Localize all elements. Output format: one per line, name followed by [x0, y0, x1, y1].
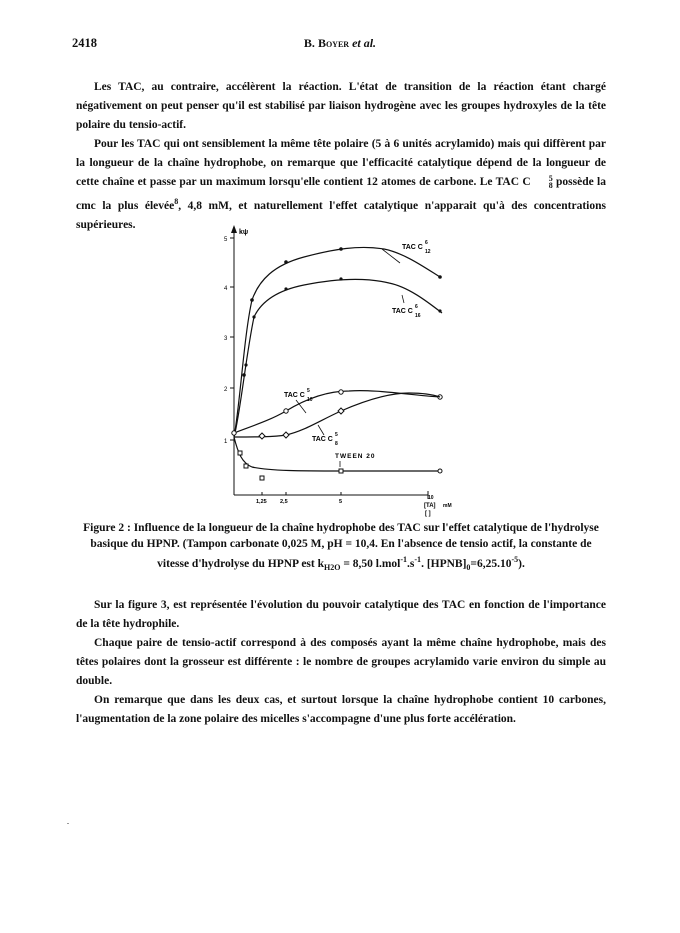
data-point [259, 433, 265, 439]
running-head [0, 36, 680, 51]
body-text-bottom [76, 596, 606, 729]
y-axis-arrow [231, 225, 237, 233]
svg-text:TWEEN 20: TWEEN 20 [335, 453, 376, 460]
caption-line: Figure 2 : Influence de la longueur de la chaîne hydrophobe des TAC sur l'effet catalytique de l'hydrolyse [83, 522, 599, 534]
data-point [244, 464, 248, 468]
svg-text:12: 12 [425, 249, 431, 255]
svg-text:10: 10 [307, 397, 313, 403]
data-point [438, 309, 441, 312]
data-point [283, 432, 289, 438]
data-point [238, 451, 242, 455]
paragraph-text: , 4,8 mM, et naturellement l'effet catalytique n'apparait qu'à des concentrations supérieures. [76, 199, 606, 231]
y-tick-label: 4 [224, 286, 228, 292]
figure-caption [76, 520, 606, 576]
figure-plot [224, 225, 464, 515]
svg-text:TAC C: TAC C [312, 436, 333, 443]
svg-text:5: 5 [335, 432, 338, 438]
data-point [232, 431, 236, 435]
data-point [339, 469, 343, 473]
data-point [284, 260, 288, 264]
paragraph: Les TAC, au contraire, accélèrent la réaction. L'état de transition de la réaction étant chargé négativement on peut penser qu'il est stabilisé par liaison hydrogène avec les groupes hydroxyles de la tête polaire du tensio-actif. [76, 81, 606, 131]
x-axis-label-bracket: [ ] [425, 511, 431, 517]
page-number: 2418 [72, 36, 97, 50]
data-point [252, 315, 255, 318]
data-point [260, 476, 264, 480]
x-axis-unit: mM [443, 503, 452, 509]
curve-tac-c8 [234, 393, 440, 437]
y-tick-label: 5 [224, 237, 228, 243]
data-point [284, 409, 288, 413]
y-tick-label: 3 [224, 336, 228, 342]
curve-tac-c10 [234, 391, 440, 433]
author-etal: et al. [352, 36, 377, 50]
data-point [338, 408, 344, 414]
label-tac-c12 [382, 240, 431, 263]
caption-line: vitesse d'hydrolyse du HPNP est $k_{H2O} = 8,50$ $l.mol^{-1}.s^{-1}$. $[HPNB]_0=6,25.10^{-5}$). [157, 555, 525, 573]
svg-text:TAC C: TAC C [284, 392, 305, 399]
figure-2 [224, 225, 464, 515]
data-point [339, 247, 343, 251]
reference-mark: 8 [174, 197, 179, 206]
author-name: Boyer [317, 36, 350, 50]
label-tween-20 [335, 453, 376, 467]
y-tick-label: 2 [224, 387, 228, 393]
y-tick-label: 1 [224, 439, 228, 445]
x-axis-label-exponent: 10 [428, 495, 434, 501]
label-tac-c16 [392, 295, 421, 319]
curve-tac-c12 [234, 247, 440, 437]
x-tick-label: 5 [339, 499, 343, 505]
curve-tac-c16 [234, 279, 442, 437]
tac-formula-index: 5 8 [548, 174, 553, 191]
y-ticks [224, 237, 234, 445]
x-tick-label: 2,5 [280, 499, 288, 505]
svg-text:16: 16 [415, 313, 421, 319]
paragraph: On remarque que dans les deux cas, et surtout lorsque la chaîne hydrophobe contient 10 carbones, l'augmentation de la zone polaire des micelles s'accompagne d'une plus forte accélération. [76, 694, 606, 725]
label-tac-c8 [312, 425, 338, 447]
data-point [250, 298, 254, 302]
paragraph: Chaque paire de tensio-actif correspond à des composés ayant la même chaîne hydrophobe, mais des têtes polaires dont la grosseur est différente : le nombre de groupes acrylamido varie environ du simple au double. [76, 637, 606, 687]
x-axis-label: [TA] [424, 503, 436, 509]
svg-text:TAC C: TAC C [392, 308, 413, 315]
paragraph-text: possède la cmc la plus élevée [76, 176, 606, 212]
y-axis-label: kψ [239, 229, 249, 236]
svg-text:8: 8 [335, 441, 338, 447]
body-text-top [76, 78, 606, 235]
author-initial: B. [303, 36, 315, 50]
paragraph [76, 135, 606, 235]
data-point [339, 390, 343, 394]
scan-speck [67, 823, 69, 824]
caption-line: basique du HPNP. (Tampon carbonate 0,025 M, pH = 10,4. En l'absence de tensio actif, la constante de [90, 538, 592, 550]
data-point [339, 277, 342, 280]
svg-text:6: 6 [415, 304, 418, 310]
data-point [244, 363, 247, 366]
caption-label: Figure 2 [83, 522, 125, 534]
svg-text:TAC C: TAC C [402, 244, 423, 251]
x-tick-label: 1,25 [256, 499, 267, 505]
svg-text:5: 5 [307, 388, 310, 394]
data-point [438, 469, 442, 473]
data-point [438, 275, 442, 279]
svg-text:6: 6 [425, 240, 428, 246]
data-point [284, 287, 287, 290]
paragraph: Sur la figure 3, est représentée l'évolution du pouvoir catalytique des TAC en fonction de l'importance de la tête hydrophile. [76, 599, 606, 630]
paragraph-text: Pour les TAC qui ont sensiblement la même tête polaire (5 à 6 unités acrylamido) mais qui diffèrent par la longueur de la chaîne hydrophobe, on remarque que l'efficacité catalytique dépend de la longueur de cette chaîne et passe par un maximum lorsqu'elle contient 12 atomes de carbone. Le TAC C [76, 138, 606, 188]
